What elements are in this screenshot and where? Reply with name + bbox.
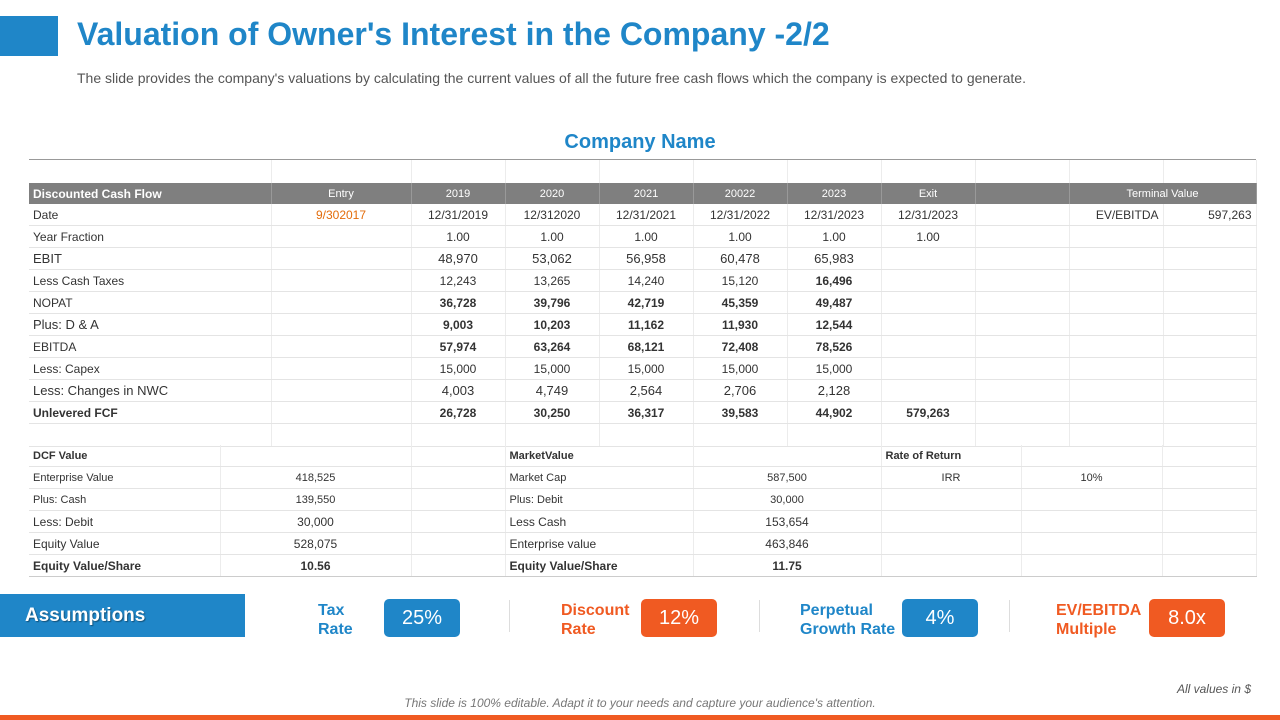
- cell: [975, 292, 1069, 314]
- market-value-header: MarketValue: [505, 445, 693, 467]
- cell: [1069, 314, 1163, 336]
- cell: [1163, 402, 1256, 424]
- dcf-blank-row: [29, 424, 1256, 447]
- cell: [271, 226, 411, 248]
- cell: 48,970: [411, 248, 505, 270]
- cell: 60,478: [693, 248, 787, 270]
- entry-date: 9/302017: [271, 204, 411, 226]
- cell: 39,583: [693, 402, 787, 424]
- valuation-table: [29, 445, 1257, 577]
- irr-value: 10%: [1021, 467, 1162, 489]
- cell: [271, 380, 411, 402]
- cell: [975, 358, 1069, 380]
- cell: 579,263: [881, 402, 975, 424]
- tax-rate-value: 25%: [384, 599, 460, 637]
- cell: [1163, 270, 1256, 292]
- valuation-header-row: [29, 445, 1256, 467]
- cell: [975, 204, 1069, 226]
- value: 528,075: [220, 533, 411, 555]
- label: Enterprise Value: [29, 467, 220, 489]
- assumption-divider: [759, 600, 760, 632]
- cell: 1.00: [505, 226, 599, 248]
- cell: [1069, 248, 1163, 270]
- row-label: Unlevered FCF: [29, 402, 271, 424]
- row-label: Date: [29, 204, 271, 226]
- cell: [1069, 270, 1163, 292]
- cell: 4,003: [411, 380, 505, 402]
- discount-rate-value: 12%: [641, 599, 717, 637]
- cell: [975, 314, 1069, 336]
- dcf-row-unlevered-fcf: [29, 402, 1256, 424]
- cell: 15,000: [505, 358, 599, 380]
- cell: 15,000: [787, 358, 881, 380]
- dcf-row-year-fraction: [29, 226, 1256, 248]
- assumption-divider: [509, 600, 510, 632]
- cell: [881, 270, 975, 292]
- cell: [975, 248, 1069, 270]
- footer-note: This slide is 100% editable. Adapt it to your needs and capture your audience's attention.: [404, 696, 876, 710]
- dcf-header-label: Discounted Cash Flow: [29, 183, 271, 204]
- cell: [271, 292, 411, 314]
- label: Enterprise value: [505, 533, 693, 555]
- dcf-header-2023: 2023: [787, 183, 881, 204]
- dcf-row-ebit: [29, 248, 1256, 270]
- cell: 49,487: [787, 292, 881, 314]
- value: 10.56: [220, 555, 411, 577]
- value: 30,000: [693, 489, 881, 511]
- company-name: Company Name: [564, 131, 716, 153]
- dcf-row-less-cash-taxes: [29, 270, 1256, 292]
- ev-ebitda-multiple-label: [1056, 601, 1141, 639]
- cell: [881, 248, 975, 270]
- dcf-header-2019: 2019: [411, 183, 505, 204]
- dcf-header-terminal: Terminal Value: [1069, 183, 1256, 204]
- cell: [1163, 314, 1256, 336]
- cell: 44,902: [787, 402, 881, 424]
- dcf-row-less-capex: [29, 358, 1256, 380]
- dcf-header-2021: 2021: [599, 183, 693, 204]
- label: Equity Value/Share: [29, 555, 220, 577]
- cell: [1069, 380, 1163, 402]
- perpetual-growth-value: 4%: [902, 599, 978, 637]
- row-label: Less: Changes in NWC: [29, 380, 271, 402]
- label-line: EV/EBITDA: [1056, 602, 1142, 619]
- label: Plus: Cash: [29, 489, 220, 511]
- value: 463,846: [693, 533, 881, 555]
- cell: 30,250: [505, 402, 599, 424]
- cell: [1069, 358, 1163, 380]
- label: Less: Debit: [29, 511, 220, 533]
- cell: 14,240: [599, 270, 693, 292]
- valuation-row: [29, 467, 1256, 489]
- irr-label: IRR: [881, 467, 1021, 489]
- cell: [881, 292, 975, 314]
- cell: [271, 270, 411, 292]
- cell: [881, 358, 975, 380]
- cell: 1.00: [599, 226, 693, 248]
- label-line: Growth Rate: [800, 621, 896, 638]
- cell: 63,264: [505, 336, 599, 358]
- cell: 1.00: [787, 226, 881, 248]
- cell: 45,359: [693, 292, 787, 314]
- exit-date: 12/31/2023: [881, 204, 975, 226]
- valuation-row: [29, 555, 1256, 577]
- value: 30,000: [220, 511, 411, 533]
- cell: [1163, 226, 1256, 248]
- cell: 15,120: [693, 270, 787, 292]
- dcf-header-2020: 2020: [505, 183, 599, 204]
- cell: 1.00: [693, 226, 787, 248]
- page-subtitle: The slide provides the company's valuations by calculating the current values of all the future free cash flows which the company is expected to generate.: [77, 70, 1026, 86]
- cell: 36,728: [411, 292, 505, 314]
- cell: [1163, 292, 1256, 314]
- label-line: Rate: [318, 621, 353, 638]
- cell: 36,317: [599, 402, 693, 424]
- dcf-row-nopat: [29, 292, 1256, 314]
- value: 139,550: [220, 489, 411, 511]
- cell: [975, 270, 1069, 292]
- cell: 10,203: [505, 314, 599, 336]
- assumptions-label: Assumptions: [0, 594, 245, 637]
- page-title: Valuation of Owner's Interest in the Company -2/2: [77, 16, 830, 52]
- cell: 12,243: [411, 270, 505, 292]
- cell: 2,128: [787, 380, 881, 402]
- cell: 12/31/2021: [599, 204, 693, 226]
- rate-of-return-header: Rate of Return: [881, 445, 1021, 467]
- dcf-header-exit: Exit: [881, 183, 975, 204]
- cell: 26,728: [411, 402, 505, 424]
- dcf-table: [29, 160, 1257, 447]
- cell: 15,000: [599, 358, 693, 380]
- dcf-row-less-nwc: [29, 380, 1256, 402]
- cell: [881, 314, 975, 336]
- label-line: Discount: [561, 602, 630, 619]
- row-label: Plus: D & A: [29, 314, 271, 336]
- cell: 39,796: [505, 292, 599, 314]
- value: 587,500: [693, 467, 881, 489]
- cell: [1069, 336, 1163, 358]
- label: Equity Value/Share: [505, 555, 693, 577]
- value: 153,654: [693, 511, 881, 533]
- cell: [1163, 358, 1256, 380]
- cell: 1.00: [881, 226, 975, 248]
- label: Market Cap: [505, 467, 693, 489]
- title-accent-block: [0, 16, 58, 56]
- tax-rate-label: [318, 601, 353, 639]
- label-line: Tax: [318, 602, 345, 619]
- label: Equity Value: [29, 533, 220, 555]
- row-label: NOPAT: [29, 292, 271, 314]
- cell: 53,062: [505, 248, 599, 270]
- dcf-header-2022: 20022: [693, 183, 787, 204]
- cell: 68,121: [599, 336, 693, 358]
- cell: 9,003: [411, 314, 505, 336]
- label-line: Perpetual: [800, 602, 873, 619]
- cell: 78,526: [787, 336, 881, 358]
- valuation-row: [29, 511, 1256, 533]
- ev-ebitda-multiple-value: 8.0x: [1149, 599, 1225, 637]
- cell: [1163, 380, 1256, 402]
- terminal-label: EV/EBITDA: [1069, 204, 1163, 226]
- dcf-spacer-row: [29, 160, 1256, 183]
- assumption-divider: [1009, 600, 1010, 632]
- cell: [1069, 402, 1163, 424]
- dcf-header-blank: [975, 183, 1069, 204]
- cell: [271, 248, 411, 270]
- row-label: Less Cash Taxes: [29, 270, 271, 292]
- cell: [271, 336, 411, 358]
- label: Less Cash: [505, 511, 693, 533]
- label-line: Rate: [561, 621, 596, 638]
- cell: 56,958: [599, 248, 693, 270]
- cell: [975, 336, 1069, 358]
- dcf-row-ebitda: [29, 336, 1256, 358]
- value: 11.75: [693, 555, 881, 577]
- cell: 12,544: [787, 314, 881, 336]
- cell: 12/312020: [505, 204, 599, 226]
- cell: 12/31/2019: [411, 204, 505, 226]
- terminal-value: 597,263: [1163, 204, 1256, 226]
- cell: 12/31/2022: [693, 204, 787, 226]
- cell: 12/31/2023: [787, 204, 881, 226]
- dcf-row-date: [29, 204, 1256, 226]
- valuation-row: [29, 533, 1256, 555]
- value: 418,525: [220, 467, 411, 489]
- all-values-note: All values in $: [1176, 682, 1251, 696]
- dcf-row-plus-da: [29, 314, 1256, 336]
- row-label: Year Fraction: [29, 226, 271, 248]
- label-line: Multiple: [1056, 621, 1117, 638]
- cell: 11,930: [693, 314, 787, 336]
- cell: [881, 380, 975, 402]
- cell: 13,265: [505, 270, 599, 292]
- cell: [1163, 336, 1256, 358]
- cell: [975, 380, 1069, 402]
- cell: [1069, 226, 1163, 248]
- label: Plus: Debit: [505, 489, 693, 511]
- cell: [975, 226, 1069, 248]
- bottom-accent-bar: [0, 715, 1280, 720]
- dcf-header-row: [29, 183, 1256, 204]
- cell: 11,162: [599, 314, 693, 336]
- dcf-header-entry: Entry: [271, 183, 411, 204]
- cell: 2,564: [599, 380, 693, 402]
- cell: [881, 336, 975, 358]
- cell: 15,000: [411, 358, 505, 380]
- cell: 16,496: [787, 270, 881, 292]
- cell: 4,749: [505, 380, 599, 402]
- cell: 72,408: [693, 336, 787, 358]
- row-label: EBITDA: [29, 336, 271, 358]
- cell: 15,000: [693, 358, 787, 380]
- cell: 57,974: [411, 336, 505, 358]
- valuation-row: [29, 489, 1256, 511]
- cell: [1163, 248, 1256, 270]
- row-label: Less: Capex: [29, 358, 271, 380]
- discount-rate-label: [561, 601, 629, 639]
- cell: [271, 358, 411, 380]
- cell: [271, 402, 411, 424]
- dcf-value-header: DCF Value: [29, 445, 220, 467]
- perpetual-growth-label: [800, 601, 895, 639]
- cell: 1.00: [411, 226, 505, 248]
- cell: [271, 314, 411, 336]
- row-label: EBIT: [29, 248, 271, 270]
- cell: [975, 402, 1069, 424]
- cell: 65,983: [787, 248, 881, 270]
- cell: [1069, 292, 1163, 314]
- cell: 2,706: [693, 380, 787, 402]
- cell: 42,719: [599, 292, 693, 314]
